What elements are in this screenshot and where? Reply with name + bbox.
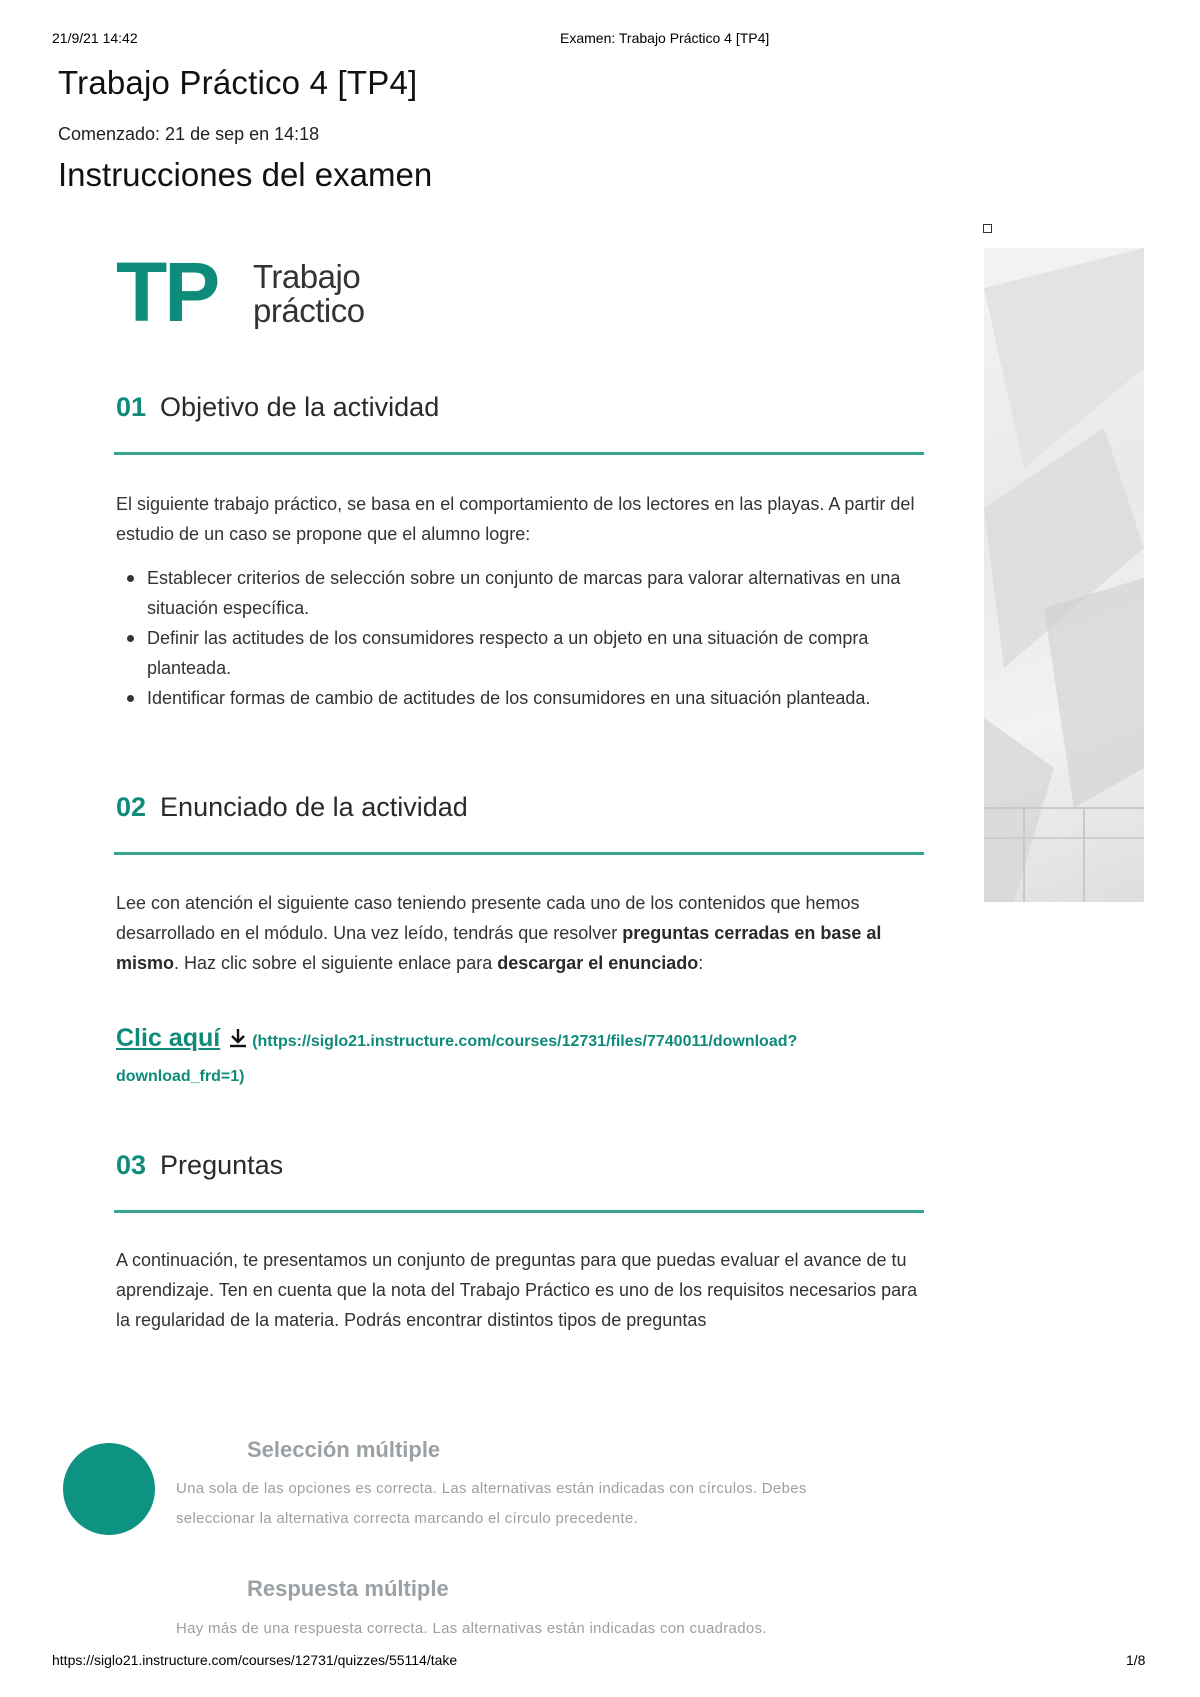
question-type-title: Respuesta múltiple	[247, 1576, 449, 1601]
download-link-url[interactable]: (https://siglo21.instructure.com/courses/12731/files/7740011/download?	[252, 1033, 798, 1050]
page-title: Trabajo Práctico 4 [TP4]	[58, 64, 418, 101]
text-run: :	[698, 953, 704, 973]
list-item: Establecer criterios de selección sobre un conjunto de marcas para valorar alternativas en una situación específica.	[116, 563, 926, 623]
text-run: . Haz clic sobre el siguiente enlace para	[174, 953, 498, 973]
question-type-description: Una sola de las opciones es correcta. Las alternativas están indicadas con círculos. Debes seleccionar la alternativa correcta marcando el círculo precedente.	[176, 1480, 807, 1527]
tp-logo-word2: práctico	[253, 292, 365, 329]
list-item: Definir las actitudes de los consumidores respecto a un objeto en una situación de compra planteada.	[116, 623, 926, 683]
bold-text: descargar el enunciado	[497, 953, 699, 973]
instructions-heading: Instrucciones del examen	[58, 156, 433, 193]
print-date: 21/9/21 14:42	[52, 30, 138, 46]
download-link[interactable]	[116, 1024, 946, 1053]
question-type-title: Selección múltiple	[247, 1437, 441, 1462]
section-enunciado-heading	[116, 792, 468, 823]
section-divider	[114, 452, 924, 455]
download-icon[interactable]	[226, 1026, 250, 1050]
section-title: Objetivo de la actividad	[160, 392, 440, 422]
side-decorative-image	[984, 248, 1144, 902]
broken-image-icon	[983, 224, 992, 233]
section-divider	[114, 852, 924, 855]
section-enunciado-text	[116, 888, 926, 978]
section-divider	[114, 1210, 924, 1213]
list-item: Identificar formas de cambio de actitudes de los consumidores en una situación planteada.	[116, 683, 926, 713]
section-objetivo-heading	[116, 392, 439, 423]
section-number: 02	[116, 792, 147, 822]
print-page-number: 1/8	[1126, 1652, 1146, 1668]
section-number: 03	[116, 1150, 147, 1180]
started-timestamp: Comenzado: 21 de sep en 14:18	[58, 124, 320, 144]
tp-logo-words	[253, 260, 365, 328]
tp-logo	[116, 245, 396, 339]
download-link-text[interactable]: Clic aquí	[116, 1024, 221, 1052]
tp-logo-letters: TP	[116, 245, 218, 339]
question-type-circle-icon	[63, 1443, 155, 1535]
text-run: Lee con atención el siguiente caso teniendo presente cada uno de los contenidos que hemos desarrollado en el módulo. Una vez leído, tendrás que resolver	[116, 893, 860, 943]
section-preguntas-heading	[116, 1150, 283, 1181]
section-objetivo-intro: El siguiente trabajo práctico, se basa en el comportamiento de los lectores en las playas. A partir del estudio de un caso se propone que el alumno logre:	[116, 494, 915, 544]
tp-logo-word1: Trabajo	[253, 258, 361, 295]
question-type-description: Hay más de una respuesta correcta. Las alternativas están indicadas con cuadrados.	[176, 1620, 767, 1637]
section-title: Preguntas	[160, 1150, 284, 1180]
download-link-url-continued[interactable]: download_frd=1)	[116, 1068, 245, 1085]
section-number: 01	[116, 392, 147, 422]
section-title: Enunciado de la actividad	[160, 792, 468, 822]
section-preguntas-text: A continuación, te presentamos un conjunto de preguntas para que puedas evaluar el avance de tu aprendizaje. Ten en cuenta que la nota del Trabajo Práctico es uno de los requisitos necesarios para la regularidad de la materia. Podrás encontrar distintos tipos de preguntas	[116, 1250, 918, 1330]
print-title: Examen: Trabajo Práctico 4 [TP4]	[560, 30, 770, 46]
objectives-list	[116, 563, 926, 713]
print-url: https://siglo21.instructure.com/courses/12731/quizzes/55114/take	[52, 1652, 458, 1668]
bold-text: preguntas cerradas en base al mismo	[116, 923, 882, 973]
